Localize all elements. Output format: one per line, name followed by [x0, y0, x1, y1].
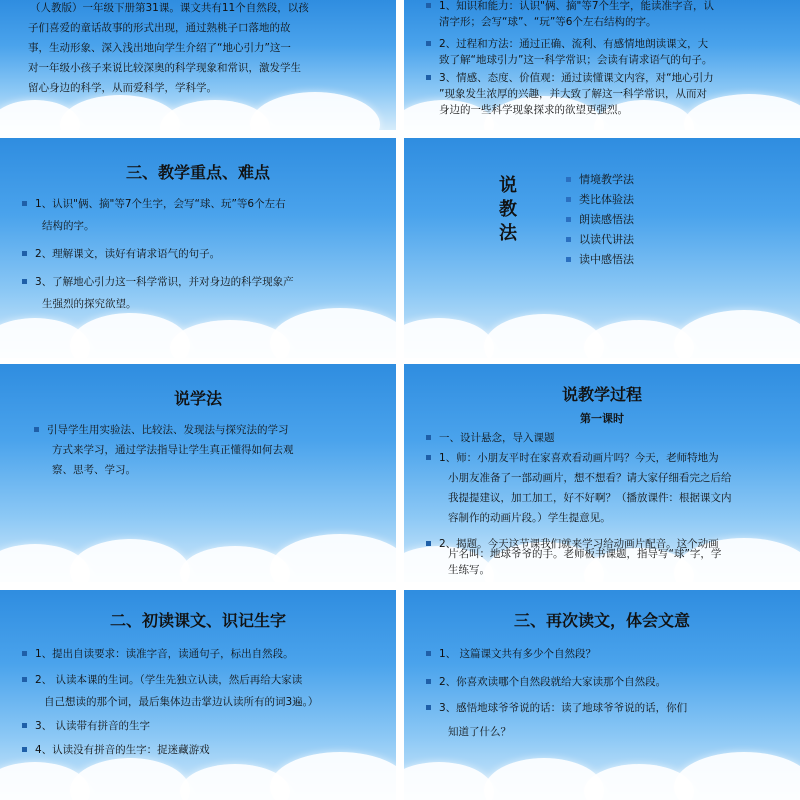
slide-objectives: [404, 0, 800, 130]
first-reading-text: 2、 认读本课的生词。（学生先独立认读，然后再给大家读: [35, 674, 303, 686]
bullet-icon: [22, 651, 27, 656]
bullet-icon: [426, 541, 431, 546]
method-item: [566, 190, 634, 210]
bullet-icon: [426, 3, 431, 8]
bullet-icon: [566, 237, 571, 242]
learning-method-line-2: 方式来学习，通过学法指导让学生真正懂得如何去观: [52, 444, 294, 456]
slide-teaching-process: [404, 364, 800, 582]
bullet-icon: [426, 75, 431, 80]
learning-method-line-3: 察、思考、学习。: [52, 464, 136, 476]
key-point-1: [22, 194, 286, 214]
learning-method-text: 引导学生用实验法、比较法、发现法与探究法的学习: [47, 424, 289, 436]
first-reading-text: 4、认读没有拼音的生字：捉迷藏游戏: [35, 744, 210, 756]
key-point-3-cont: 生强烈的探究欲望。: [42, 298, 137, 310]
slide-intro: [0, 0, 396, 130]
learning-method-line-1: [34, 420, 289, 440]
process-text: 2、揭题。今天这节课我们就来学习给动画片配音。这个动画: [439, 538, 719, 550]
key-point-text: 1、认识"俩、摘"等7个生字，会写“球、玩”等6个左右: [35, 198, 286, 210]
objective-text: 3、情感、态度、价值观：通过读懂课文内容，对“地心引力: [439, 72, 714, 84]
bullet-icon: [426, 41, 431, 46]
key-points-title: 三、教学重点、难点: [125, 163, 270, 182]
second-reading-text: 1、 这篇课文共有多少个自然段？: [439, 648, 597, 660]
key-point-text: 2、理解课文，读好有请求语气的句子。: [35, 248, 221, 260]
method-item: [566, 230, 634, 250]
process-text: 1、师：小朋友平时在家喜欢看动画片吗？今天，老师特地为: [439, 452, 719, 464]
first-reading-title: 二、初读课文、识记生字: [109, 611, 286, 630]
process-line-3: 小朋友准备了一部动画片，想不想看？请大家仔细看完之后给: [448, 472, 732, 484]
bullet-icon: [22, 201, 27, 206]
intro-line-2: 子们喜爱的童话故事的形式出现，通过熟桃子口落地的故: [28, 22, 291, 34]
first-reading-line-3: 自己想读的那个词，最后集体边击掌边认读所有的词3遍。）: [44, 696, 319, 708]
key-point-1-cont: 结构的字。: [42, 220, 95, 232]
bullet-icon: [34, 427, 39, 432]
process-line-7: 片名叫：地球爷爷的手。老师板书课题，指导写“球”字，学: [448, 548, 722, 560]
bullet-icon: [22, 677, 27, 682]
bullet-icon: [566, 257, 571, 262]
lesson-period-label: 第一课时: [580, 412, 624, 425]
method-text: 朗读感悟法: [579, 213, 634, 226]
first-reading-line-1: [22, 644, 294, 664]
bullet-icon: [22, 723, 27, 728]
slide-teaching-methods: [404, 138, 800, 358]
key-point-text: 3、了解地心引力这一科学常识，并对身边的科学现象产: [35, 276, 294, 288]
method-item: [566, 210, 634, 230]
slide-second-reading: [404, 590, 800, 800]
slide-first-reading: [0, 590, 396, 800]
process-line-5: 容制作的动画片段。）学生提意见。: [448, 512, 611, 524]
first-reading-line-5: [22, 740, 210, 760]
method-item: [566, 250, 634, 270]
method-text: 读中感悟法: [579, 253, 634, 266]
second-reading-text: 3、感悟地球爷爷说的话：读了地球爷爷说的话，你们: [439, 702, 688, 714]
key-point-2: [22, 244, 220, 264]
objective-line-2: 清字形；会写“球”、“玩”等6个左右结构的字。: [439, 16, 657, 28]
learning-methods-title: 说学法: [173, 389, 222, 408]
bullet-icon: [22, 251, 27, 256]
teaching-process-title: 说教学过程: [561, 385, 642, 404]
method-text: 以读代讲法: [579, 233, 634, 246]
vertical-char: 教: [499, 199, 517, 220]
first-reading-line-2: [22, 670, 302, 690]
second-reading-line-3: [426, 698, 687, 718]
bullet-icon: [426, 651, 431, 656]
process-text: 一、设计悬念，导入课题: [439, 432, 555, 444]
intro-line-5: 留心身边的科学，从而爱科学，学科学。: [28, 82, 217, 94]
bullet-icon: [426, 435, 431, 440]
bullet-icon: [22, 747, 27, 752]
bullet-icon: [22, 279, 27, 284]
slide-key-points: [0, 138, 396, 358]
first-reading-text: 3、 认读带有拼音的生字: [35, 720, 151, 732]
second-reading-text: 2、你喜欢读哪个自然段就给大家读那个自然段。: [439, 676, 667, 688]
bullet-icon: [566, 197, 571, 202]
bullet-icon: [426, 705, 431, 710]
slide-learning-methods: [0, 364, 396, 582]
objective-line-4: 致了解“地球引力”这一科学常识；会读有请求语气的句子。: [439, 54, 713, 66]
key-point-3: [22, 272, 294, 292]
bullet-icon: [566, 177, 571, 182]
method-text: 类比体验法: [579, 193, 634, 206]
bullet-icon: [426, 455, 431, 460]
bullet-icon: [426, 679, 431, 684]
intro-line-4: 对一年级小孩子来说比较深奥的科学现象和常识，激发学生: [28, 62, 301, 74]
intro-line-1: （人教版）一年级下册第31课。课文共有11个自然段，以孩: [30, 2, 309, 14]
objective-text: 1、知识和能力：认识"俩、摘"等7个生字，能读准字音，认: [439, 0, 715, 12]
second-reading-line-4: 知道了什么？: [448, 726, 511, 738]
bullet-icon: [566, 217, 571, 222]
process-line-2: [426, 448, 719, 468]
objective-line-7: 身边的一些科学现象探求的欲望更强烈。: [439, 104, 628, 116]
process-line-8: 生练写。: [448, 564, 490, 576]
process-line-4: 我提提建议，加工加工，好不好啊？（播放课件：根据课文内: [448, 492, 732, 504]
method-item: [566, 170, 634, 190]
first-reading-line-4: [22, 716, 150, 736]
vertical-char: 法: [499, 223, 517, 244]
intro-line-3: 事，生动形象、深入浅出地向学生介绍了“地心引力”这一: [28, 42, 291, 54]
methods-vertical-title: [498, 174, 518, 246]
vertical-char: 说: [499, 175, 517, 196]
second-reading-title: 三、再次读文，体会文意: [513, 611, 690, 630]
second-reading-line-1: [426, 644, 596, 664]
process-line-1: [426, 428, 555, 448]
method-text: 情境教学法: [579, 173, 634, 186]
objective-line-6: ”现象发生浓厚的兴趣，并大致了解这一科学常识，从而对: [439, 88, 707, 100]
first-reading-text: 1、提出自读要求：读准字音，读通句子，标出自然段。: [35, 648, 294, 660]
second-reading-line-2: [426, 672, 666, 692]
objective-text: 2、过程和方法：通过正确、流利、有感情地朗读课文，大: [439, 38, 709, 50]
